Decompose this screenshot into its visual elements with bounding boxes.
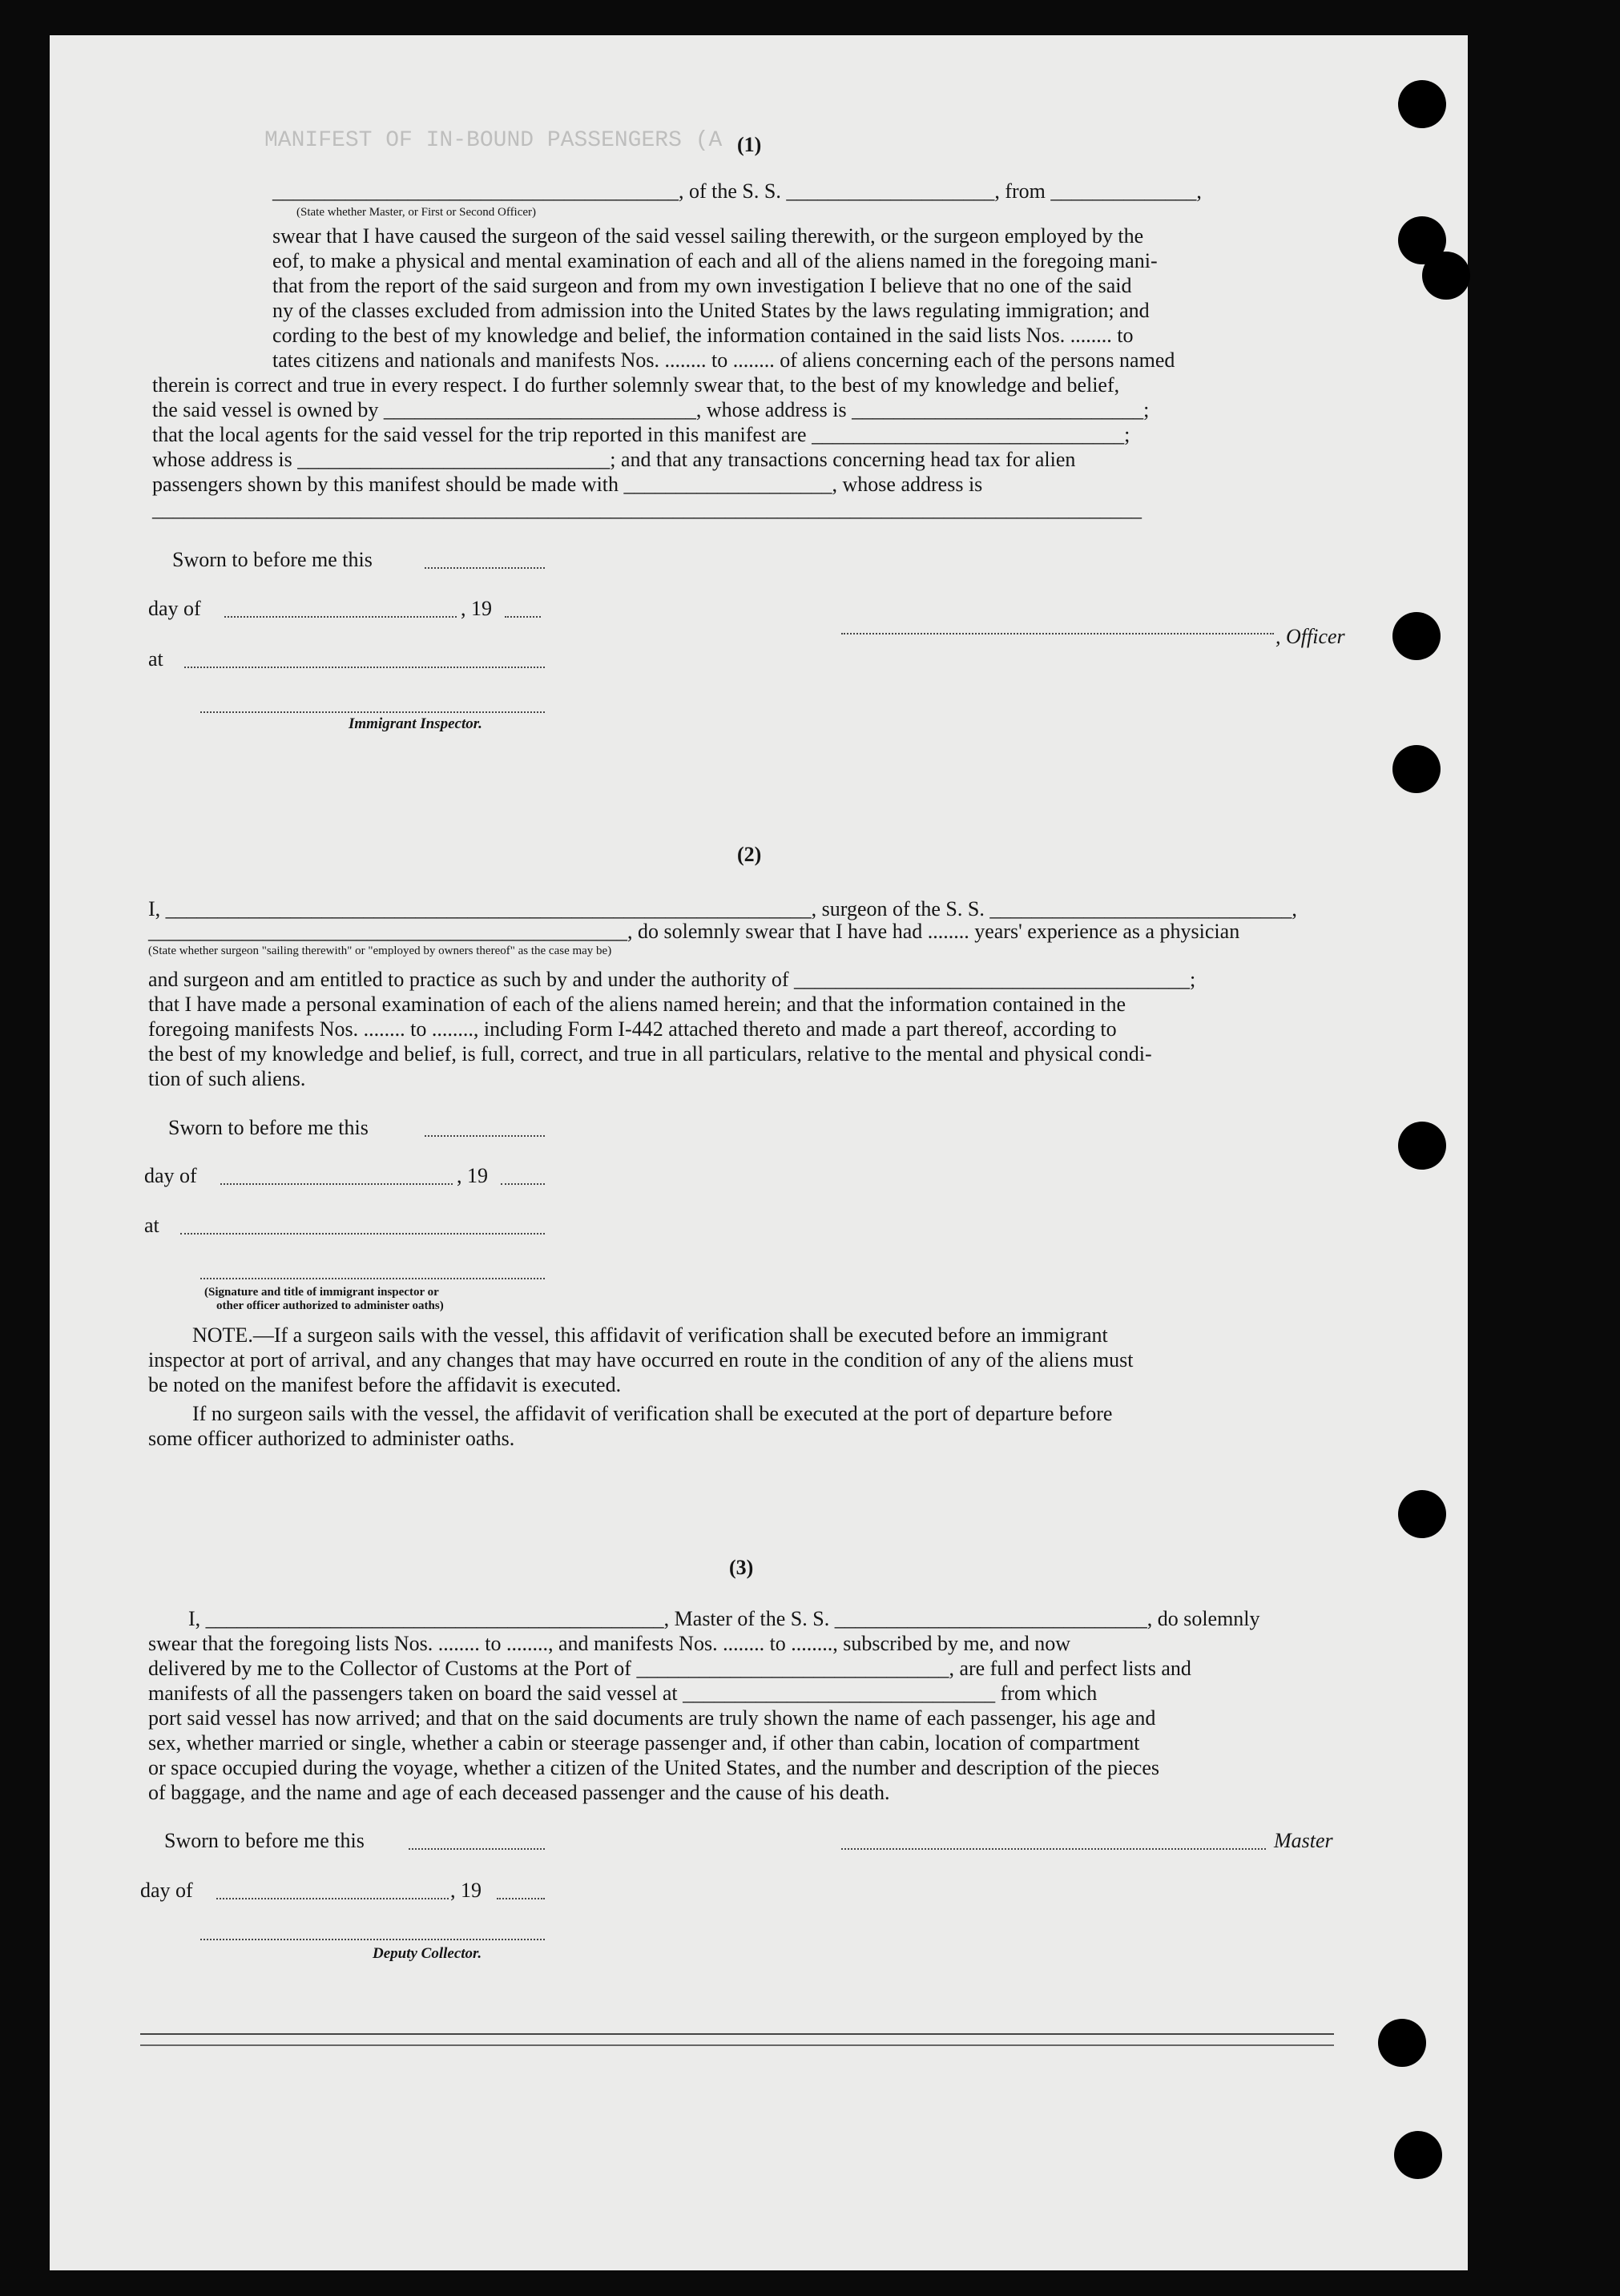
section-2-caption: (State whether surgeon "sailing therewith" or "employed by owners thereof" as the case may be) xyxy=(148,945,612,957)
note-line: If no surgeon sails with the vessel, the affidavit of verification shall be executed at the port of departure before xyxy=(192,1402,1113,1425)
section-2-day-line xyxy=(220,1183,453,1185)
section-2-caption-a: (Signature and title of immigrant inspector or xyxy=(204,1286,439,1299)
punch-hole xyxy=(1398,1490,1446,1538)
section-3-line: sex, whether married or single, whether a cabin or steerage passenger and, if other than cabin, location of compartment xyxy=(148,1731,1140,1754)
section-1-line: eof, to make a physical and mental examination of each and all of the aliens named in the foregoing mani- xyxy=(272,249,1158,272)
section-3-number: (3) xyxy=(729,1556,754,1579)
section-2-line: the best of my knowledge and belief, is full, correct, and true in all particulars, relative to the mental and physical condi- xyxy=(148,1042,1152,1065)
section-1-sworn-line xyxy=(425,567,545,569)
section-3-line: or space occupied during the voyage, whether a citizen of the United States, and the number and description of the pieces xyxy=(148,1756,1160,1779)
section-1-officer-line: _______________________________________, of the S. S. ____________________, from ______________, xyxy=(272,179,1202,203)
section-1-day-line xyxy=(224,616,457,618)
bottom-rule xyxy=(140,2033,1334,2035)
section-3-line: manifests of all the passengers taken on board the said vessel at ______________________________ from which xyxy=(148,1682,1098,1705)
section-3-day-line xyxy=(216,1898,449,1899)
section-1-inspector-label: Immigrant Inspector. xyxy=(349,715,482,732)
section-2-at-line xyxy=(180,1233,545,1235)
bleedthrough-header: MANIFEST OF IN-BOUND PASSENGERS (A xyxy=(264,128,723,153)
section-1-line: that the local agents for the said vessel for the trip reported in this manifest are ______________________________; xyxy=(152,423,1130,446)
section-3-day-label: day of xyxy=(140,1879,193,1902)
punch-hole xyxy=(1422,252,1470,300)
section-1-year-line xyxy=(505,616,541,618)
section-1-number: (1) xyxy=(737,133,762,156)
punch-hole xyxy=(1378,2019,1426,2067)
section-3-master-label: Master xyxy=(1274,1829,1333,1852)
section-1-officer-signature-line xyxy=(841,633,1274,634)
section-3-line: of baggage, and the name and age of each deceased passenger and the cause of his death. xyxy=(148,1781,890,1804)
section-1-officer-caption: (State whether Master, or First or Second Officer) xyxy=(296,206,537,219)
section-1-day-label: day of xyxy=(148,597,201,620)
section-2-number: (2) xyxy=(737,843,762,866)
section-1-inspector-line xyxy=(200,711,545,713)
section-1-line: _______________________________________________________________________________________________ xyxy=(152,497,1142,521)
section-3-sworn-label: Sworn to before me this xyxy=(164,1829,365,1852)
section-1-year-label: , 19 xyxy=(461,597,492,620)
section-3-line: delivered by me to the Collector of Customs at the Port of ______________________________, are full and perfect lists and xyxy=(148,1657,1191,1680)
section-2-day-label: day of xyxy=(144,1164,197,1187)
section-3-year-label: , 19 xyxy=(450,1879,482,1902)
section-1-at-label: at xyxy=(148,647,163,671)
section-3-master-line xyxy=(841,1848,1266,1850)
section-2-experience-line: ______________________________________________, do solemnly swear that I have had ........ years' experience as a physician xyxy=(148,920,1240,943)
section-3-line: I, ____________________________________________, Master of the S. S. ______________________________, do solemnly xyxy=(188,1607,1260,1630)
section-3-year-line xyxy=(497,1898,545,1899)
section-2-year-line xyxy=(501,1183,545,1185)
section-2-line: foregoing manifests Nos. ........ to ........, including Form I-442 attached thereto and made a part thereof, according to xyxy=(148,1017,1117,1041)
section-1-line: the said vessel is owned by ______________________________, whose address is ____________________________; xyxy=(152,398,1150,421)
section-1-line: cording to the best of my knowledge and belief, the information contained in the said lists Nos. ........ to xyxy=(272,324,1134,347)
note-line: inspector at port of arrival, and any changes that may have occurred en route in the condition of any of the aliens must xyxy=(148,1348,1134,1372)
section-3-collector-label: Deputy Collector. xyxy=(373,1945,482,1962)
section-1-line: ny of the classes excluded from admission into the United States by the laws regulating immigration; and xyxy=(272,299,1150,322)
note-line: be noted on the manifest before the affidavit is executed. xyxy=(148,1373,622,1396)
punch-hole xyxy=(1394,2131,1442,2179)
section-3-collector-line xyxy=(200,1939,545,1940)
section-2-caption-b: other officer authorized to administer oaths) xyxy=(216,1299,444,1312)
section-2-sworn-label: Sworn to before me this xyxy=(168,1116,369,1139)
punch-hole xyxy=(1392,612,1441,660)
section-1-line: tates citizens and nationals and manifests Nos. ........ to ........ of aliens concerning each of the persons named xyxy=(272,348,1175,372)
section-1-line: that from the report of the said surgeon and from my own investigation I believe that no one of the said xyxy=(272,274,1132,297)
bottom-rule xyxy=(140,2044,1334,2046)
section-1-line: therein is correct and true in every respect. I do further solemnly swear that, to the best of my knowledge and belief, xyxy=(152,373,1120,397)
punch-hole xyxy=(1392,745,1441,793)
section-1-sworn-label: Sworn to before me this xyxy=(172,548,373,571)
section-1-line: whose address is ______________________________; and that any transactions concerning head tax for alien xyxy=(152,448,1076,471)
section-2-signature-line xyxy=(200,1278,545,1279)
note-line: some officer authorized to administer oaths. xyxy=(148,1427,515,1450)
section-2-surgeon-line: I, ______________________________________________________________, surgeon of the S. S. _____________________________, xyxy=(148,897,1297,920)
section-2-line: that I have made a personal examination of each of the aliens named herein; and that the information contained in the xyxy=(148,993,1126,1016)
section-2-line: and surgeon and am entitled to practice as such by and under the authority of ______________________________________; xyxy=(148,968,1196,991)
note-line: NOTE.—If a surgeon sails with the vessel, this affidavit of verification shall be executed before an immigrant xyxy=(192,1323,1108,1347)
section-2-sworn-line xyxy=(425,1135,545,1137)
section-2-line: tion of such aliens. xyxy=(148,1067,306,1090)
section-1-officer-label: , Officer xyxy=(1275,625,1345,648)
section-3-line: port said vessel has now arrived; and that on the said documents are truly shown the name of each passenger, his age and xyxy=(148,1706,1156,1730)
section-3-sworn-line xyxy=(409,1848,545,1850)
section-1-at-line xyxy=(184,667,545,668)
section-1-line: swear that I have caused the surgeon of the said vessel sailing therewith, or the surgeon employed by the xyxy=(272,224,1144,248)
section-2-at-label: at xyxy=(144,1214,159,1237)
punch-hole xyxy=(1398,80,1446,128)
section-2-year-label: , 19 xyxy=(457,1164,488,1187)
punch-hole xyxy=(1398,1122,1446,1170)
section-1-line: passengers shown by this manifest should be made with ____________________, whose address is xyxy=(152,473,983,496)
section-3-line: swear that the foregoing lists Nos. ........ to ........, and manifests Nos. ........ to ........, subscribed by me, and now xyxy=(148,1632,1071,1655)
